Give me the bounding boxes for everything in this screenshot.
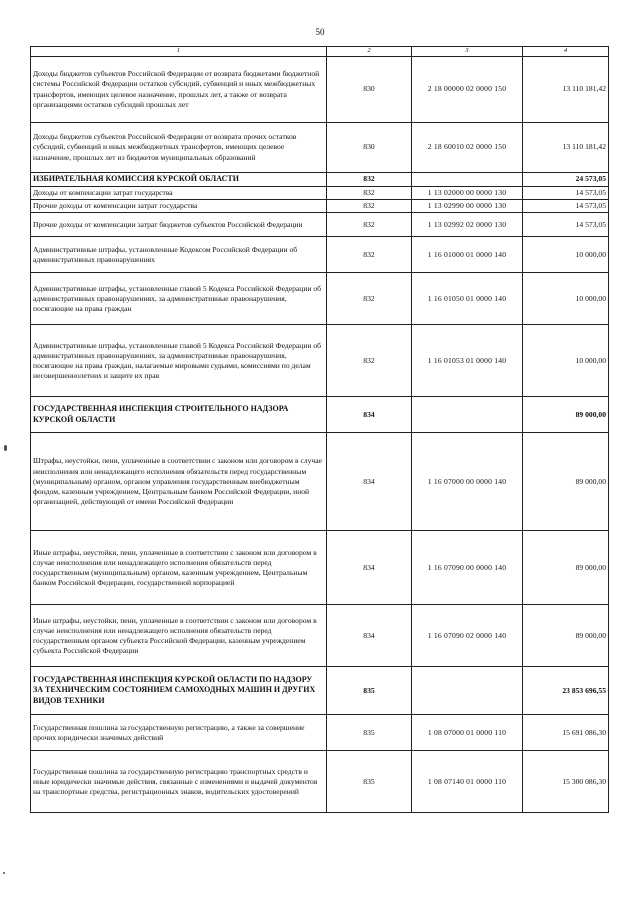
row-description: Иные штрафы, неустойки, пени, уплаченные в соответствии с законом или договором в случае неисполнения или ненадлежащего исполнения обязательств перед государственным органом субъекта Российской Федерации, казенным учреждением субъекта Российской Федерации [31, 605, 327, 667]
row-description: Государственная пошлина за государственную регистрацию, а также за совершение прочих юридически значимых действий [31, 715, 327, 751]
row-amount: 15 691 086,30 [523, 715, 609, 751]
column-number-1: 1 [31, 47, 327, 57]
row-budget-code: 1 13 02000 00 0000 130 [412, 187, 523, 200]
row-amount: 89 000,00 [523, 531, 609, 605]
row-description: Прочие доходы от компенсации затрат бюджетов субъектов Российской Федерации [31, 213, 327, 237]
section-title: ГОСУДАРСТВЕННАЯ ИНСПЕКЦИЯ СТРОИТЕЛЬНОГО НАДЗОРА КУРСКОЙ ОБЛАСТИ [31, 397, 327, 433]
row-budget-code: 2 18 60010 02 0000 150 [412, 123, 523, 173]
row-budget-code: 1 16 07000 00 0000 140 [412, 433, 523, 531]
row-budget-code [412, 397, 523, 433]
scan-smudge [4, 445, 7, 451]
row-amount: 14 573,05 [523, 200, 609, 213]
row-admin-code: 832 [327, 325, 412, 397]
table-row [31, 237, 609, 273]
row-admin-code: 832 [327, 273, 412, 325]
page-number: 50 [315, 27, 325, 37]
row-amount: 89 000,00 [523, 605, 609, 667]
table-row [31, 57, 609, 123]
table-row [31, 715, 609, 751]
table-row [31, 433, 609, 531]
row-description: Государственная пошлина за государственную регистрацию транспортных средств и иные юридически значимые действия, связанные с изменениями и выдачей документов на транспортные средства, регистрационных знаков, водительских удостоверений [31, 751, 327, 813]
row-budget-code: 1 08 07140 01 0000 110 [412, 751, 523, 813]
section-total: 89 000,00 [523, 397, 609, 433]
table-row [31, 213, 609, 237]
section-total: 24 573,05 [523, 173, 609, 187]
row-amount: 14 573,05 [523, 187, 609, 200]
section-total: 23 853 696,55 [523, 667, 609, 715]
row-amount: 13 110 181,42 [523, 57, 609, 123]
row-admin-code: 835 [327, 751, 412, 813]
row-admin-code: 835 [327, 667, 412, 715]
row-description: Прочие доходы от компенсации затрат государства [31, 200, 327, 213]
table-row [31, 325, 609, 397]
row-admin-code: 834 [327, 397, 412, 433]
row-budget-code [412, 173, 523, 187]
row-description: Административные штрафы, установленные главой 5 Кодекса Российской Федерации об административных правонарушениях, за административные правонарушения, посягающие на права граждан [31, 273, 327, 325]
table-row [31, 200, 609, 213]
row-admin-code: 832 [327, 173, 412, 187]
table-row [31, 123, 609, 173]
row-admin-code: 834 [327, 605, 412, 667]
column-number-3: 3 [412, 47, 523, 57]
row-budget-code: 1 13 02992 02 0000 130 [412, 213, 523, 237]
row-admin-code: 832 [327, 237, 412, 273]
row-amount: 10 000,00 [523, 325, 609, 397]
row-admin-code: 830 [327, 57, 412, 123]
row-budget-code: 1 08 07000 01 0000 110 [412, 715, 523, 751]
row-budget-code: 1 16 01000 01 0000 140 [412, 237, 523, 273]
row-budget-code: 1 16 07090 02 0000 140 [412, 605, 523, 667]
section-header-row [31, 397, 609, 433]
row-description: Доходы от компенсации затрат государства [31, 187, 327, 200]
row-amount: 13 110 181,42 [523, 123, 609, 173]
row-description: Административные штрафы, установленные Кодексом Российской Федерации об административных правонарушениях [31, 237, 327, 273]
section-title: ИЗБИРАТЕЛЬНАЯ КОМИССИЯ КУРСКОЙ ОБЛАСТИ [31, 173, 327, 187]
row-amount: 14 573,05 [523, 213, 609, 237]
row-admin-code: 832 [327, 200, 412, 213]
table-header-row [31, 47, 609, 57]
row-budget-code: 1 16 01050 01 0000 140 [412, 273, 523, 325]
row-description: Штрафы, неустойки, пени, уплаченные в соответствии с законом или договором в случае неисполнения или ненадлежащего исполнения обязательств перед государственным (муниципальным) органом, органом управления государственным внебюджетным фондом, казенным учреждением, Центральным банком Российской Федерации, иной организацией, действующей от имени Российской Федерации [31, 433, 327, 531]
table-row [31, 531, 609, 605]
section-header-row [31, 667, 609, 715]
row-amount: 10 000,00 [523, 237, 609, 273]
column-number-4: 4 [523, 47, 609, 57]
column-number-2: 2 [327, 47, 412, 57]
row-admin-code: 834 [327, 531, 412, 605]
row-admin-code: 832 [327, 213, 412, 237]
row-admin-code: 832 [327, 187, 412, 200]
table-row [31, 187, 609, 200]
table-row [31, 605, 609, 667]
row-description: Иные штрафы, неустойки, пени, уплаченные в соответствии с законом или договором в случае неисполнения или ненадлежащего исполнения обязательств перед государственным (муниципальным) органом, казенным учреждением, Центральным банком Российской Федерации, государственной корпорацией [31, 531, 327, 605]
row-budget-code [412, 667, 523, 715]
section-title: ГОСУДАРСТВЕННАЯ ИНСПЕКЦИЯ КУРСКОЙ ОБЛАСТИ ПО НАДЗОРУ ЗА ТЕХНИЧЕСКИМ СОСТОЯНИЕМ САМОХОДНЫХ МАШИН И ДРУГИХ ВИДОВ ТЕХНИКИ [31, 667, 327, 715]
row-description: Доходы бюджетов субъектов Российской Федерации от возврата бюджетами бюджетной системы Российской Федерации остатков субсидий, субвенций и иных межбюджетных трансфертов, имеющих целевое назначение, прошлых лет, а также от возврата организациями остатков субсидий прошлых лет [31, 57, 327, 123]
row-amount: 89 000,00 [523, 433, 609, 531]
row-admin-code: 834 [327, 433, 412, 531]
revenue-table [30, 46, 609, 813]
row-budget-code: 1 16 07090 00 0000 140 [412, 531, 523, 605]
row-admin-code: 835 [327, 715, 412, 751]
row-budget-code: 2 18 00000 02 0000 150 [412, 57, 523, 123]
row-admin-code: 830 [327, 123, 412, 173]
table-row [31, 273, 609, 325]
section-header-row [31, 173, 609, 187]
row-description: Доходы бюджетов субъектов Российской Федерации от возврата прочих остатков субсидий, субвенций и иных межбюджетных трансфертов, имеющих целевое назначение, прошлых лет из бюджетов муниципальных образований [31, 123, 327, 173]
row-budget-code: 1 16 01053 01 0000 140 [412, 325, 523, 397]
scan-edge-mark [3, 872, 5, 874]
row-amount: 15 300 086,30 [523, 751, 609, 813]
table-row [31, 751, 609, 813]
row-description: Административные штрафы, установленные главой 5 Кодекса Российской Федерации об административных правонарушениях, за административные правонарушения, посягающие на права граждан, налагаемые мировыми судьями, комиссиями по делам несовершеннолетних и защите их прав [31, 325, 327, 397]
row-amount: 10 000,00 [523, 273, 609, 325]
row-budget-code: 1 13 02990 00 0000 130 [412, 200, 523, 213]
